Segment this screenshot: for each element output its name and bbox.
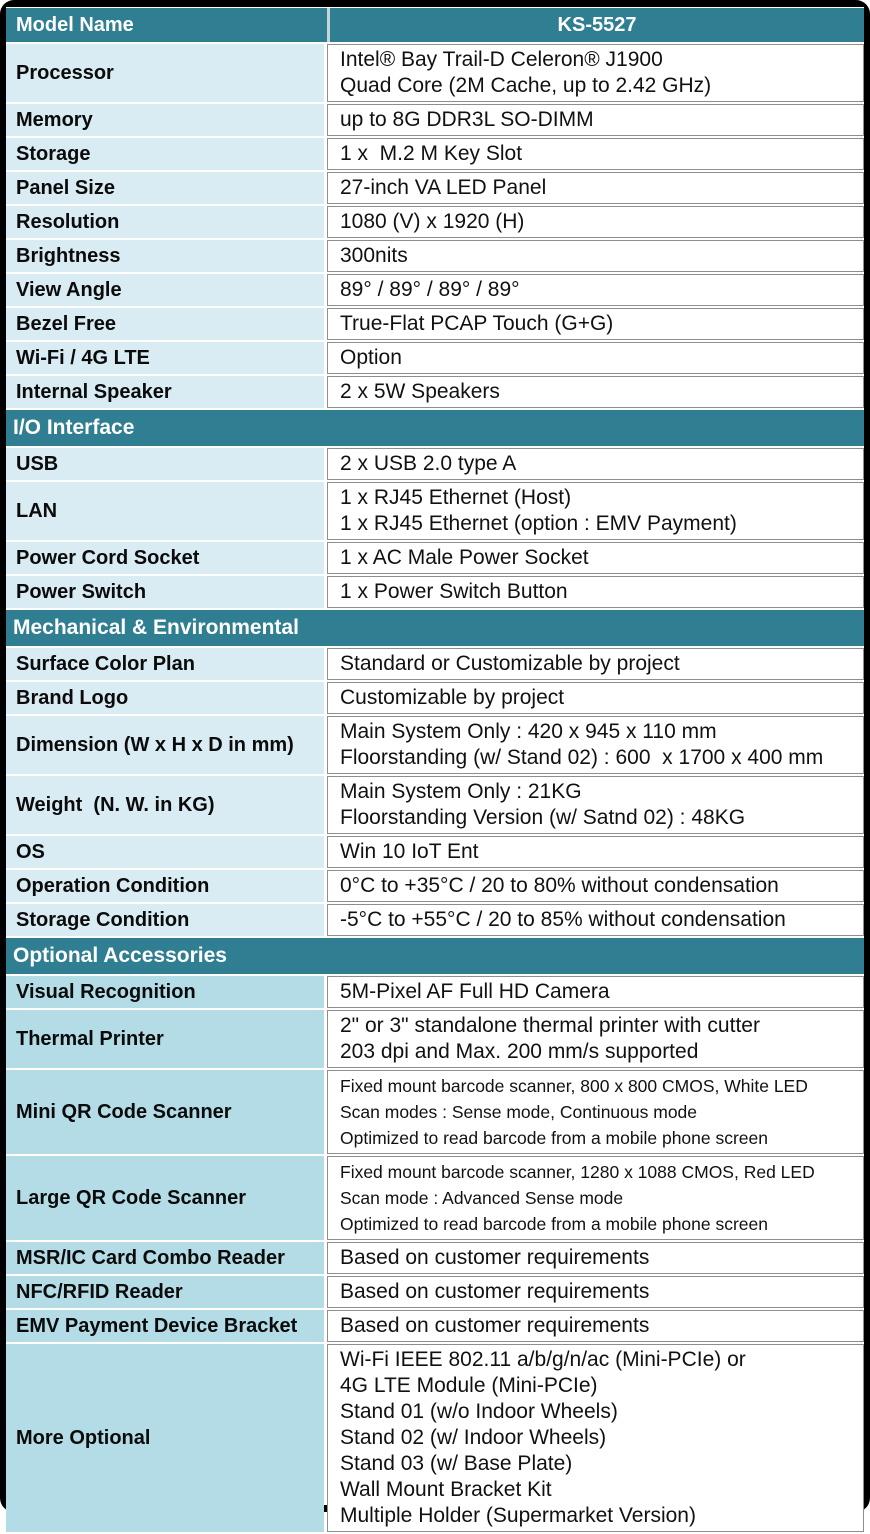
row-value — [327, 1156, 864, 1240]
spec-row-power-switch — [6, 576, 864, 608]
spec-row-internal-speaker — [6, 376, 864, 408]
row-value — [327, 1344, 864, 1532]
spec-row-lan — [6, 482, 864, 540]
value-line: Main System Only : 420 x 945 x 110 mm — [340, 720, 717, 743]
row-label: Internal Speaker — [6, 376, 324, 408]
value-line: 300nits — [340, 244, 408, 267]
row-label: Visual Recognition — [6, 976, 324, 1008]
value-line: 89° / 89° / 89° / 89° — [340, 278, 520, 301]
spec-row-usb — [6, 448, 864, 480]
spec-row-emv-payment-device-bracket — [6, 1310, 864, 1342]
table-header-row — [6, 8, 864, 42]
model-number-value: KS-5527 — [327, 8, 864, 42]
spec-row-os — [6, 836, 864, 868]
spec-row-brand-logo — [6, 682, 864, 714]
spec-row-visual-recognition — [6, 976, 864, 1008]
row-value — [327, 904, 864, 936]
row-value — [327, 1010, 864, 1068]
value-line: Multiple Holder (Supermarket Version) — [340, 1504, 696, 1527]
row-label: Memory — [6, 104, 324, 136]
value-line: Wall Mount Bracket Kit — [340, 1478, 552, 1501]
spec-row-thermal-printer — [6, 1010, 864, 1068]
row-value — [327, 104, 864, 136]
spec-row-processor — [6, 44, 864, 102]
row-label: Surface Color Plan — [6, 648, 324, 680]
value-line: Wi-Fi IEEE 802.11 a/b/g/n/ac (Mini-PCIe) or — [340, 1348, 746, 1371]
row-value — [327, 776, 864, 834]
row-value — [327, 542, 864, 574]
row-value — [327, 1242, 864, 1274]
row-value — [327, 1276, 864, 1308]
row-value — [327, 1070, 864, 1154]
value-line: Win 10 IoT Ent — [340, 840, 479, 863]
spec-row-dimension-w-x-h-x-d-in-mm — [6, 716, 864, 774]
spec-table — [6, 7, 864, 1527]
value-line: Based on customer requirements — [340, 1280, 650, 1303]
row-label: Dimension (W x H x D in mm) — [6, 716, 324, 774]
row-label: USB — [6, 448, 324, 480]
spec-row-memory — [6, 104, 864, 136]
row-label: Large QR Code Scanner — [6, 1156, 324, 1240]
row-value — [327, 682, 864, 714]
row-value — [327, 482, 864, 540]
row-value — [327, 716, 864, 774]
spec-row-bezel-free — [6, 308, 864, 340]
row-label: MSR/IC Card Combo Reader — [6, 1242, 324, 1274]
row-label: Brightness — [6, 240, 324, 272]
row-label: Wi-Fi / 4G LTE — [6, 342, 324, 374]
spec-row-mini-qr-code-scanner — [6, 1070, 864, 1154]
value-line: Based on customer requirements — [340, 1246, 650, 1269]
section-header-mechanical-environmental: Mechanical & Environmental — [6, 610, 864, 646]
value-line: Scan modes : Sense mode, Continuous mode — [340, 1102, 698, 1122]
value-line: 0°C to +35°C / 20 to 80% without condensation — [340, 874, 779, 897]
value-line: 1 x AC Male Power Socket — [340, 546, 589, 569]
model-name-header: Model Name — [6, 8, 327, 42]
value-line: Customizable by project — [340, 686, 565, 709]
value-line: 2" or 3" standalone thermal printer with cutter — [340, 1014, 760, 1037]
spec-row-more-optional — [6, 1344, 864, 1532]
spec-row-resolution — [6, 206, 864, 238]
value-line: Option — [340, 346, 402, 369]
row-label: Power Cord Socket — [6, 542, 324, 574]
row-value — [327, 206, 864, 238]
row-label: More Optional — [6, 1344, 324, 1532]
row-label: Resolution — [6, 206, 324, 238]
row-label: Storage Condition — [6, 904, 324, 936]
value-line: Fixed mount barcode scanner, 800 x 800 CMOS, White LED — [340, 1076, 808, 1096]
row-label: LAN — [6, 482, 324, 540]
value-line: Intel® Bay Trail-D Celeron® J1900 — [340, 48, 663, 71]
row-value — [327, 44, 864, 102]
row-value — [327, 308, 864, 340]
value-line: 2 x 5W Speakers — [340, 380, 500, 403]
value-line: 1 x M.2 M Key Slot — [340, 142, 523, 165]
row-label: OS — [6, 836, 324, 868]
row-label: Mini QR Code Scanner — [6, 1070, 324, 1154]
value-line: Main System Only : 21KG — [340, 780, 582, 803]
row-label: Brand Logo — [6, 682, 324, 714]
value-line: Stand 01 (w/o Indoor Wheels) — [340, 1400, 618, 1423]
spec-table-body — [6, 44, 864, 1534]
spec-row-brightness — [6, 240, 864, 272]
row-value — [327, 172, 864, 204]
spec-row-view-angle — [6, 274, 864, 306]
section-header-io-interface: I/O Interface — [6, 410, 864, 446]
spec-row-wi-fi-4g-lte — [6, 342, 864, 374]
row-label: EMV Payment Device Bracket — [6, 1310, 324, 1342]
value-line: Optimized to read barcode from a mobile phone screen — [340, 1128, 769, 1148]
row-value — [327, 342, 864, 374]
value-line: Standard or Customizable by project — [340, 652, 680, 675]
row-label: Power Switch — [6, 576, 324, 608]
row-label: Weight (N. W. in KG) — [6, 776, 324, 834]
row-value — [327, 648, 864, 680]
spec-row-large-qr-code-scanner — [6, 1156, 864, 1240]
value-line: Scan mode : Advanced Sense mode — [340, 1188, 624, 1208]
spec-row-panel-size — [6, 172, 864, 204]
row-value — [327, 836, 864, 868]
value-line: Based on customer requirements — [340, 1314, 650, 1337]
row-label: Panel Size — [6, 172, 324, 204]
value-line: Stand 03 (w/ Base Plate) — [340, 1452, 573, 1475]
value-line: 2 x USB 2.0 type A — [340, 452, 517, 475]
spec-row-storage — [6, 138, 864, 170]
row-label: Bezel Free — [6, 308, 324, 340]
value-line: Floorstanding Version (w/ Satnd 02) : 48KG — [340, 806, 746, 829]
row-value — [327, 274, 864, 306]
value-line: 27-inch VA LED Panel — [340, 176, 547, 199]
row-label: Storage — [6, 138, 324, 170]
spec-row-storage-condition — [6, 904, 864, 936]
value-line: 203 dpi and Max. 200 mm/s supported — [340, 1040, 699, 1063]
spec-row-operation-condition — [6, 870, 864, 902]
row-value — [327, 1310, 864, 1342]
value-line: 4G LTE Module (Mini-PCIe) — [340, 1374, 598, 1397]
value-line: up to 8G DDR3L SO-DIMM — [340, 108, 594, 131]
row-label: Processor — [6, 44, 324, 102]
value-line: 1 x RJ45 Ethernet (Host) — [340, 486, 572, 509]
value-line: Optimized to read barcode from a mobile phone screen — [340, 1214, 769, 1234]
row-value — [327, 576, 864, 608]
row-value — [327, 870, 864, 902]
value-line: Floorstanding (w/ Stand 02) : 600 x 1700 x 400 mm — [340, 746, 824, 769]
spec-row-power-cord-socket — [6, 542, 864, 574]
row-label: Operation Condition — [6, 870, 324, 902]
row-value — [327, 976, 864, 1008]
value-line: -5°C to +55°C / 20 to 85% without condensation — [340, 908, 786, 931]
spec-row-surface-color-plan — [6, 648, 864, 680]
row-label: Thermal Printer — [6, 1010, 324, 1068]
spec-row-msr-ic-card-combo-reader — [6, 1242, 864, 1274]
value-line: Stand 02 (w/ Indoor Wheels) — [340, 1426, 607, 1449]
value-line: 5M-Pixel AF Full HD Camera — [340, 980, 610, 1003]
row-label: View Angle — [6, 274, 324, 306]
spec-row-nfc-rfid-reader — [6, 1276, 864, 1308]
row-value — [327, 448, 864, 480]
section-header-optional-accessories: Optional Accessories — [6, 938, 864, 974]
value-line: Quad Core (2M Cache, up to 2.42 GHz) — [340, 74, 712, 97]
spec-row-weight-n-w-in-kg — [6, 776, 864, 834]
value-line: 1080 (V) x 1920 (H) — [340, 210, 525, 233]
value-line: 1 x RJ45 Ethernet (option : EMV Payment) — [340, 512, 737, 535]
row-label: NFC/RFID Reader — [6, 1276, 324, 1308]
row-value — [327, 240, 864, 272]
value-line: True-Flat PCAP Touch (G+G) — [340, 312, 614, 335]
row-value — [327, 138, 864, 170]
row-value — [327, 376, 864, 408]
value-line: Fixed mount barcode scanner, 1280 x 1088 CMOS, Red LED — [340, 1162, 815, 1182]
value-line: 1 x Power Switch Button — [340, 580, 568, 603]
